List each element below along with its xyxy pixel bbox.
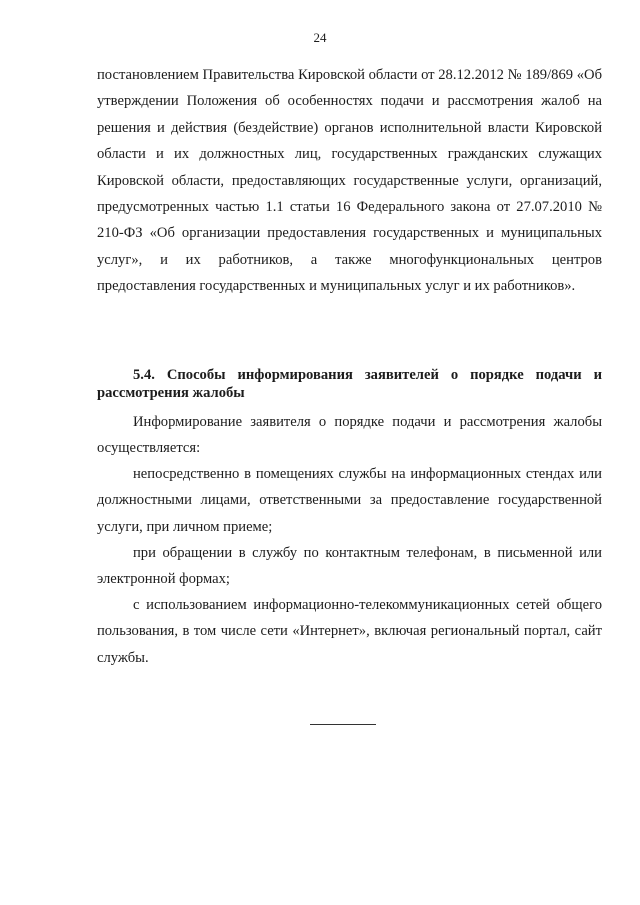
paragraph-informing-direct: непосредственно в помещениях службы на информационных стендах или должностными лицами, ответственными за предоставление государственной услуги, при личном приеме;	[97, 466, 602, 535]
paragraph-informing-phone: при обращении в службу по контактным телефонам, в письменной или электронной формах;	[97, 545, 602, 588]
paragraph-informing-internet: с использованием информационно-телекоммуникационных сетей общего пользования, в том числе сети «Интернет», включая региональный портал, сайт службы.	[97, 597, 602, 666]
page-number: 24	[313, 30, 327, 45]
paragraph-informing-intro: Информирование заявителя о порядке подачи и рассмотрения жалобы осуществляется:	[97, 414, 602, 457]
paragraph-resolution-reference: постановлением Правительства Кировской области от 28.12.2012 № 189/869 «Об утверждении Положения об особенностях подачи и рассмотрения жалоб на решения и действия (бездействие) органов исполнительной власти Кировской области и их должностных лиц, государственных гражданских служащих Кировской области, предоставляющих государственные услуги, организаций, предусмотренных частью 1.1 статьи 16 Федерального закона от 27.07.2010 № 210-ФЗ «Об организации предоставления государственных и муниципальных услуг», и их работников, а также многофункциональных центров предоставления государственных и муниципальных услуг и их работников».	[97, 67, 602, 295]
end-rule	[310, 724, 376, 725]
section-heading-5-4: 5.4. Способы информирования заявителей о порядке подачи и рассмотрения жалобы	[97, 367, 602, 401]
